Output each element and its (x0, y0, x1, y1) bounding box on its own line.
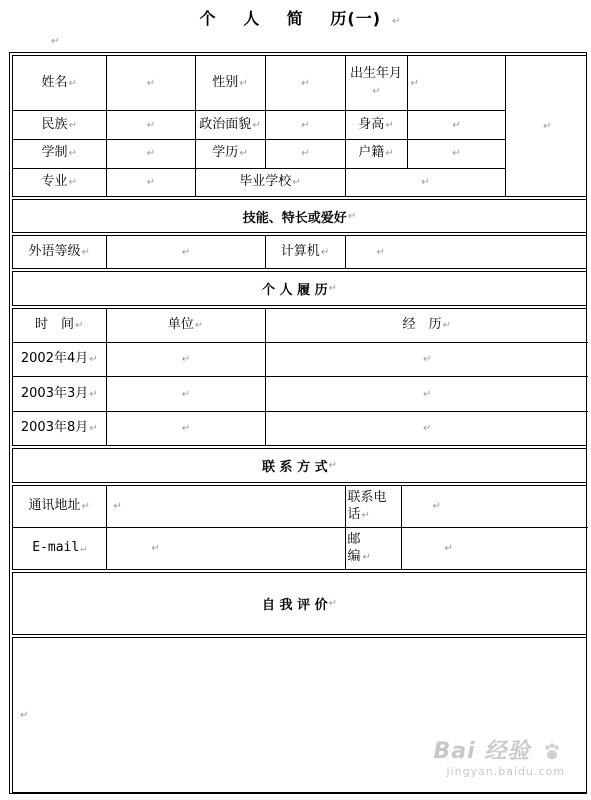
contact-section (12, 485, 587, 570)
paragraph-mark-icon: ↵ (392, 16, 402, 27)
history-header: 个 人 履 历 ↵ (12, 271, 587, 306)
history-time: 2003年3月↵ (13, 377, 106, 411)
page-title: 个 人 简 历(一) ↵ (199, 9, 402, 28)
height-label: 身高↵ (345, 111, 407, 140)
language-label: 外语等级↵ (13, 236, 106, 268)
history-unit[interactable]: ↵ (106, 411, 265, 445)
skills-table (13, 236, 588, 268)
major-value[interactable]: ↵ (106, 168, 195, 196)
basic-info-table (13, 56, 588, 196)
col-time-header: 时 间↵ (13, 309, 106, 343)
gender-label: 性别↵ (195, 56, 265, 111)
name-label: 姓名↵ (13, 56, 106, 111)
table-row (13, 377, 588, 411)
history-section (12, 308, 587, 446)
history-unit[interactable]: ↵ (106, 377, 265, 411)
contact-table (13, 486, 588, 569)
hukou-label: 户籍↵ (345, 140, 407, 169)
political-value[interactable]: ↵ (265, 111, 345, 140)
major-label: 专业↵ (13, 168, 106, 196)
ethnicity-value[interactable]: ↵ (106, 111, 195, 140)
table-row (13, 411, 588, 445)
history-time: 2003年8月↵ (13, 411, 106, 445)
photo-cell[interactable]: ↵ (505, 56, 588, 196)
education-value[interactable]: ↵ (265, 140, 345, 169)
height-value[interactable]: ↵ (407, 111, 505, 140)
paragraph-mark-icon: ↵ (20, 710, 29, 721)
school-value[interactable]: ↵ (345, 168, 505, 196)
phone-value[interactable]: ↵ (401, 486, 588, 528)
history-exp[interactable]: ↵ (265, 343, 588, 377)
table-row (13, 343, 588, 377)
education-label: 学历↵ (195, 140, 265, 169)
gender-value[interactable]: ↵ (265, 56, 345, 111)
history-exp[interactable]: ↵ (265, 377, 588, 411)
name-value[interactable]: ↵ (106, 56, 195, 111)
political-label: 政治面貌↵ (195, 111, 265, 140)
postcode-value[interactable]: ↵ (401, 528, 588, 570)
skills-header: 技能、特长或爱好 ↵ (12, 199, 587, 233)
basic-info-section (12, 55, 587, 197)
language-value[interactable]: ↵ (106, 236, 265, 268)
evaluation-header: 自 我 评 价 ↵ (12, 572, 587, 635)
birth-label: 出生年月↵ (345, 56, 407, 111)
col-exp-header: 经 历↵ (265, 309, 588, 343)
paw-icon (541, 741, 563, 763)
schooling-label: 学制↵ (13, 140, 106, 169)
address-label: 通讯地址↵ (13, 486, 106, 528)
ethnicity-label: 民族↵ (13, 111, 106, 140)
computer-label: 计算机↵ (265, 236, 345, 268)
skills-section (12, 235, 587, 269)
watermark (434, 734, 566, 778)
address-value[interactable]: ↵ (106, 486, 345, 528)
school-label: 毕业学校↵ (195, 168, 345, 196)
postcode-label: 邮编 ↵ (345, 528, 401, 570)
computer-value[interactable]: ↵ (345, 236, 588, 268)
email-value[interactable]: ↵ (106, 528, 345, 570)
contact-header: 联 系 方 式 ↵ (12, 448, 587, 483)
email-label: E-mail↵ (13, 528, 106, 570)
history-time: 2002年4月↵ (13, 343, 106, 377)
col-unit-header: 单位↵ (106, 309, 265, 343)
watermark-url: jingyan.baidu.com (446, 765, 565, 778)
schooling-value[interactable]: ↵ (106, 140, 195, 169)
paragraph-mark-icon: ↵ (51, 36, 60, 47)
history-exp[interactable]: ↵ (265, 411, 588, 445)
history-table (13, 309, 588, 445)
birth-value[interactable]: ↵ (407, 56, 505, 111)
hukou-value[interactable]: ↵ (407, 140, 505, 169)
history-unit[interactable]: ↵ (106, 343, 265, 377)
phone-label: 联系电话↵ (345, 486, 401, 528)
watermark-logo: Bai 经验 (434, 734, 566, 765)
